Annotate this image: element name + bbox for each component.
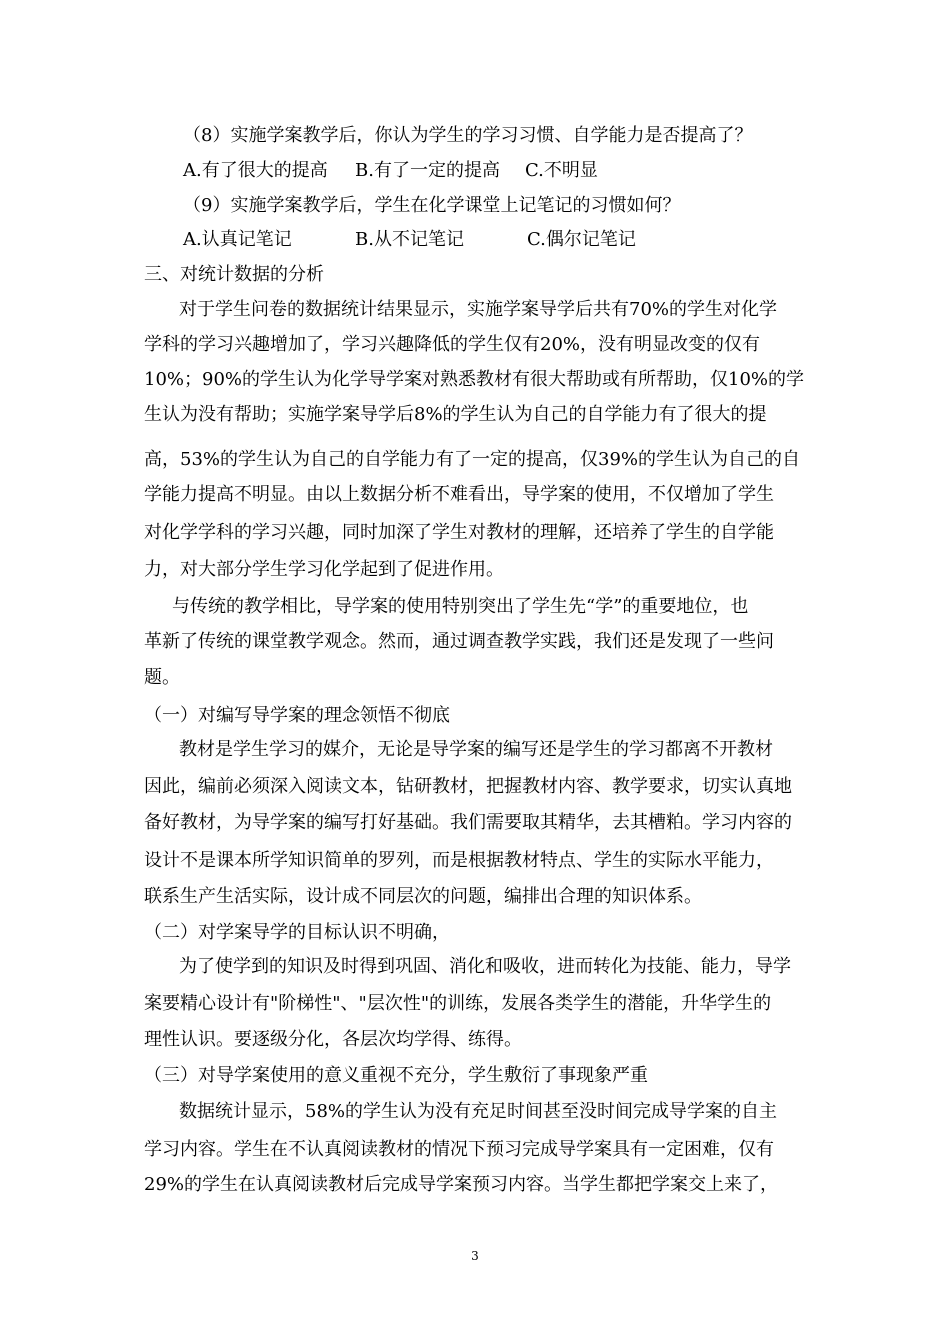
option-a: A.认真记笔记 xyxy=(183,229,292,250)
paragraph-line: 理性认识。要逐级分化，各层次均学得、练得。 xyxy=(144,1029,522,1050)
paragraph-line: 联系生产生活实际，设计成不同层次的问题，编排出合理的知识体系。 xyxy=(144,886,702,907)
paragraph-line: 革新了传统的课堂教学观念。然而，通过调查教学实践，我们还是发现了一些问 xyxy=(144,631,774,652)
paragraph-line: 学能力提高不明显。由以上数据分析不难看出，导学案的使用，不仅增加了学生 xyxy=(144,484,774,505)
paragraph-line: 对于学生问卷的数据统计结果显示，实施学案导学后共有70%的学生对化学 xyxy=(179,299,778,320)
question-8-options xyxy=(183,160,598,182)
option-c: C.偶尔记笔记 xyxy=(527,229,636,250)
paragraph-line: 设计不是课本所学知识简单的罗列，而是根据教材特点、学生的实际水平能力， xyxy=(144,850,774,871)
paragraph-line: 学习内容。学生在不认真阅读教材的情况下预习完成导学案具有一定困难，仅有 xyxy=(144,1139,774,1160)
paragraph-line: 29%的学生在认真阅读教材后完成导学案预习内容。当学生都把学案交上来了， xyxy=(144,1174,779,1195)
option-c: C.不明显 xyxy=(525,160,598,181)
page-number: 3 xyxy=(471,1249,479,1263)
question-9: （9）实施学案教学后，学生在化学课堂上记笔记的习惯如何？ xyxy=(183,195,681,216)
option-b: B.有了一定的提高 xyxy=(355,160,500,181)
paragraph-line: 生认为没有帮助；实施学案导学后8%的学生认为自己的自学能力有了很大的提 xyxy=(144,404,767,425)
paragraph-line: 因此，编前必须深入阅读文本，钻研教材，把握教材内容、教学要求，切实认真地 xyxy=(144,776,792,797)
paragraph-line: 为了使学到的知识及时得到巩固、消化和吸收，进而转化为技能、能力，导学 xyxy=(179,956,791,977)
subsection-heading: （二）对学案导学的目标认识不明确， xyxy=(144,922,450,943)
paragraph-line: 10%；90%的学生认为化学导学案对熟悉教材有很大帮助或有所帮助，仅10%的学 xyxy=(144,369,805,390)
paragraph-line: 高，53%的学生认为自己的自学能力有了一定的提高，仅39%的学生认为自己的自 xyxy=(144,449,801,470)
option-a: A.有了很大的提高 xyxy=(183,160,328,181)
section-heading: 三、对统计数据的分析 xyxy=(144,264,324,285)
paragraph-line: 力，对大部分学生学习化学起到了促进作用。 xyxy=(144,559,504,580)
question-9-options xyxy=(183,229,636,251)
paragraph-line: 对化学学科的学习兴趣，同时加深了学生对教材的理解，还培养了学生的自学能 xyxy=(144,522,774,543)
question-8: （8）实施学案教学后，你认为学生的学习习惯、自学能力是否提高了？ xyxy=(183,125,753,146)
subsection-heading: （一）对编写导学案的理念领悟不彻底 xyxy=(144,705,450,726)
paragraph-line: 学科的学习兴趣增加了，学习兴趣降低的学生仅有20%，没有明显改变的仅有 xyxy=(144,334,761,355)
paragraph-line: 教材是学生学习的媒介，无论是导学案的编写还是学生的学习都离不开教材 xyxy=(179,739,773,760)
paragraph-line: 备好教材，为导学案的编写打好基础。我们需要取其精华，去其槽粕。学习内容的 xyxy=(144,812,792,833)
subsection-heading: （三）对导学案使用的意义重视不充分，学生敷衍了事现象严重 xyxy=(144,1065,648,1086)
paragraph-line: 案要精心设计有"阶梯性"、"层次性"的训练，发展各类学生的潜能，升华学生的 xyxy=(144,993,772,1014)
paragraph-line: 与传统的教学相比，导学案的使用特别突出了学生先“学”的重要地位，也 xyxy=(172,596,749,617)
paragraph-line: 数据统计显示，58%的学生认为没有充足时间甚至没时间完成导学案的自主 xyxy=(179,1101,778,1122)
option-b: B.从不记笔记 xyxy=(355,229,464,250)
paragraph-line: 题。 xyxy=(144,667,180,688)
